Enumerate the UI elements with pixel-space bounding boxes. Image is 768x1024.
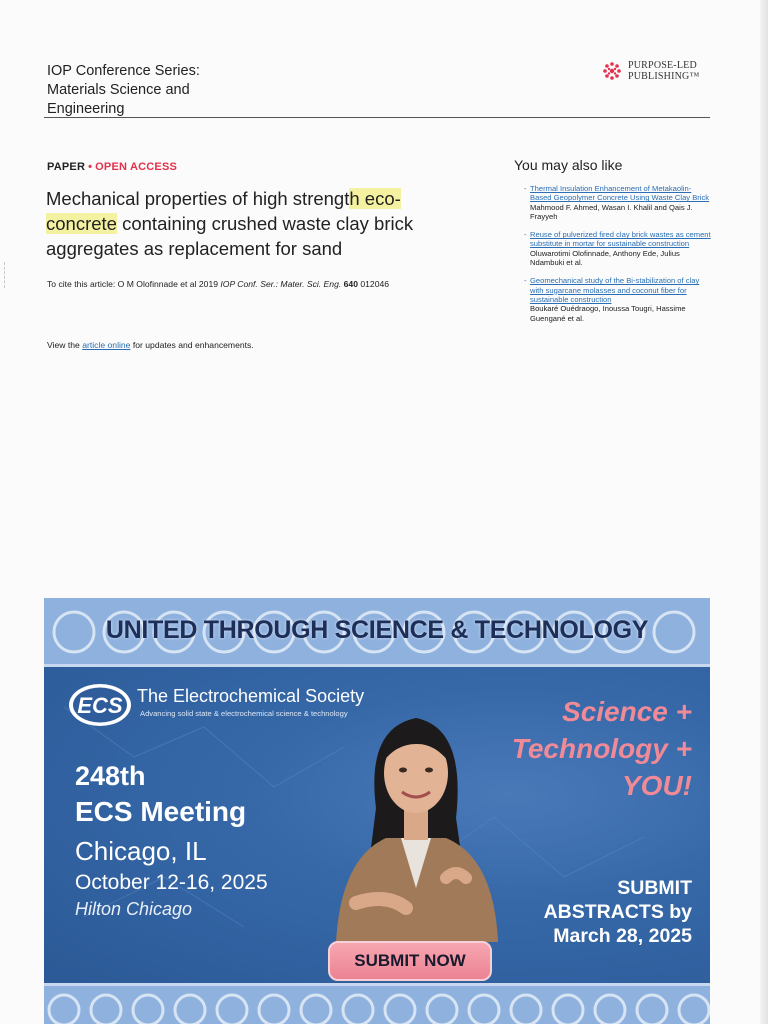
- citation-article: 012046: [357, 279, 390, 289]
- title-part-2: containing crushed waste clay brick aggregates as replacement for sand: [46, 213, 414, 259]
- meeting-number: 248th: [75, 761, 146, 791]
- related-item: [530, 184, 712, 221]
- publisher-name-line-1: PURPOSE-LED: [628, 60, 697, 71]
- related-item-authors: Mahmood F. Ahmed, Wasan I. Khalil and Qais J. Frayyeh: [530, 202, 693, 221]
- slogan: [512, 693, 692, 804]
- slogan-line-1: Science +: [562, 696, 692, 727]
- ecs-banner[interactable]: [44, 598, 710, 1024]
- submit-abstracts-text: [544, 876, 692, 948]
- title-highlight-2: concrete: [46, 213, 117, 234]
- view-suffix: for updates and enhancements.: [130, 340, 254, 350]
- related-item-link[interactable]: - Thermal Insulation Enhancement of Metakaolin-Based Geopolymer Concrete Using Waste Clay Brick: [530, 184, 710, 203]
- publisher-name: [628, 60, 699, 82]
- related-item-authors: Oluwarotimi Olofinnade, Anthony Ede, Julius Ndambuki et al.: [530, 248, 680, 268]
- meeting-name: ECS Meeting: [75, 796, 247, 827]
- title-part-1: Mechanical properties of high strengt: [46, 188, 350, 209]
- wave-pattern-bottom: [44, 986, 710, 1024]
- citation-prefix: To cite this article: O M Olofinnade et al 2019: [47, 279, 221, 289]
- meeting-venue: Hilton Chicago: [75, 899, 193, 919]
- submit-line-3: March 28, 2025: [553, 925, 692, 947]
- open-access-label: OPEN ACCESS: [95, 161, 178, 173]
- citation-journal: IOP Conf. Ser.: Mater. Sci. Eng.: [220, 279, 342, 289]
- submit-line-2: ABSTRACTS by: [543, 901, 692, 923]
- journal-title-line-2: Materials Science and: [47, 82, 190, 98]
- slogan-line-3: YOU!: [622, 770, 692, 801]
- ecs-logo-text: ECS: [77, 693, 123, 718]
- paper-label: PAPER: [47, 161, 86, 173]
- title-highlight-1: h eco-: [349, 188, 401, 209]
- page-edge: [760, 0, 768, 1024]
- citation-volume: 640: [341, 279, 358, 289]
- banner-headline: UNITED THROUGH SCIENCE & TECHNOLOGY: [105, 616, 649, 644]
- related-item-authors: Boukaré Ouédraogo, Inoussa Tougri, Hassime Guengané et al.: [530, 304, 686, 323]
- submit-now-button[interactable]: SUBMIT NOW: [328, 941, 492, 981]
- presenter-photo: [316, 688, 516, 942]
- citation-line: [47, 279, 389, 289]
- related-heading: You may also like: [514, 157, 623, 173]
- paper-tag: [47, 161, 177, 173]
- related-item: [530, 230, 712, 267]
- publisher-mark-icon: [602, 61, 622, 81]
- society-tagline: Advancing solid state & electrochemical science & technology: [140, 709, 348, 718]
- ecs-logo-icon: [67, 682, 133, 728]
- article-online-link[interactable]: article online: [82, 340, 131, 350]
- scan-mark: [4, 262, 9, 288]
- related-list: [530, 184, 712, 332]
- journal-title-line-3: Engineering: [47, 101, 125, 117]
- meeting-dates: October 12-16, 2025: [75, 871, 268, 894]
- meeting-city: Chicago, IL: [75, 836, 207, 866]
- paper-title: [46, 186, 476, 261]
- related-item: [530, 276, 712, 322]
- related-item-link[interactable]: - Geomechanical study of the Bi-stabilization of clay with sugarcane molasses and coconut fiber for sustainable construction: [530, 276, 700, 304]
- slogan-line-2: Technology +: [511, 733, 692, 764]
- paper-separator: •: [88, 161, 93, 173]
- publisher-name-line-2: PUBLISHING™: [628, 71, 700, 82]
- society-name: The Electrochemical Society: [137, 686, 365, 706]
- submit-line-1: SUBMIT: [617, 877, 692, 899]
- banner-bottom-strip: [44, 986, 710, 1024]
- journal-title: [47, 62, 200, 119]
- related-item-link[interactable]: - Reuse of pulverized fired clay brick wastes as cement substitute in mortar for sustainable construction: [530, 230, 711, 249]
- publisher-logo: [602, 60, 699, 82]
- journal-title-line-1: IOP Conference Series:: [47, 63, 200, 79]
- view-online-line: [47, 340, 254, 350]
- view-prefix: View the: [47, 340, 83, 350]
- header-divider: [44, 117, 710, 118]
